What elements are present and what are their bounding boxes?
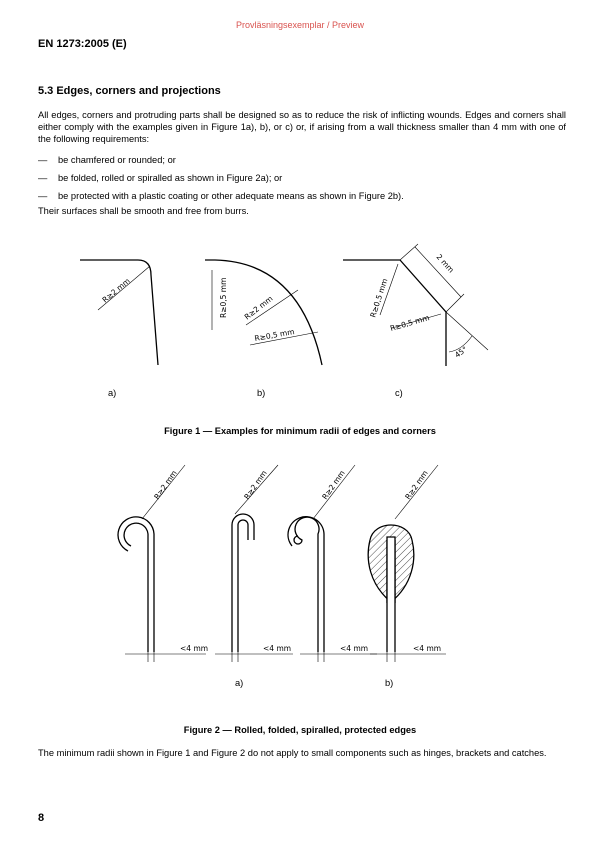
figure1b-radius-label-bottom: R≥0,5 mm	[253, 327, 296, 343]
figure1c-angle-label: 45°	[452, 344, 470, 360]
figure1c-corner	[343, 260, 446, 366]
intro-paragraph: All edges, corners and protruding parts shall be designed so as to reduce the risk of inflicting wounds. Edges and corners shall either comply with the examples given in Figure 1a), b), or c) or, if arising from a wall thickness smaller than 4 mm with one of the following requirements:	[38, 110, 566, 144]
figure2-coating	[368, 525, 414, 603]
figure2-radius-label-1: R≥2 mm	[152, 468, 179, 502]
figure1b-radius-label-vertical: R≥0,5 mm	[219, 277, 228, 318]
figure2-radius-label-4: R≥2 mm	[403, 468, 430, 502]
figure1-subcaption-b: b)	[257, 388, 266, 398]
figure2-thickness-label-4: <4 mm	[413, 644, 442, 653]
figure1a-radius-label: R≥2 mm	[100, 276, 132, 305]
figure1c-radius-label-vertical: R≥0,5 mm	[368, 277, 390, 319]
figure1a-corner	[80, 260, 158, 365]
closing-paragraph: The minimum radii shown in Figure 1 and Figure 2 do not apply to small components such as hinges, brackets and catches.	[38, 748, 547, 758]
list-item-text: be folded, rolled or spiralled as shown in Figure 2a); or	[58, 173, 283, 183]
document-id: EN 1273:2005 (E)	[38, 38, 127, 50]
figure1c-length-label: 2 mm	[434, 252, 456, 275]
figure2-caption: Figure 2 — Rolled, folded, spiralled, protected edges	[183, 725, 417, 735]
figure2-thickness-label-3: <4 mm	[340, 644, 369, 653]
figure1-subcaption-c: c)	[395, 388, 403, 398]
figure2-profiles	[118, 514, 395, 652]
page-number: 8	[38, 812, 45, 824]
section-heading: 5.3 Edges, corners and projections	[38, 85, 221, 97]
figure2-thickness-label-1: <4 mm	[180, 644, 209, 653]
figure1-caption: Figure 1 — Examples for minimum radii of edges and corners	[164, 426, 436, 436]
list-dash: —	[38, 191, 48, 201]
figure1b-radius-label-diagonal: R≥2 mm	[242, 294, 275, 322]
figure2-radius-label-3: R≥2 mm	[320, 468, 347, 502]
figure1-subcaption-a: a)	[108, 388, 117, 398]
surface-sentence: Their surfaces shall be smooth and free from burrs.	[38, 206, 249, 216]
list-dash: —	[38, 173, 48, 183]
preview-banner: Provläsningsexemplar / Preview	[235, 20, 365, 30]
figure2-radius-label-2: R≥2 mm	[242, 468, 269, 502]
figure2-subcaption-a: a)	[235, 678, 244, 688]
list-dash: —	[38, 155, 48, 165]
figure1c-radius-label-bottom: R≥0,5 mm	[389, 313, 431, 333]
list-item-text: be chamfered or rounded; or	[58, 155, 176, 165]
list-item-text: be protected with a plastic coating or other adequate means as shown in Figure 2b).	[58, 191, 404, 201]
figure2-thickness-label-2: <4 mm	[263, 644, 292, 653]
figure2-subcaption-b: b)	[385, 678, 394, 688]
figure2-radius-leaders	[142, 465, 438, 519]
